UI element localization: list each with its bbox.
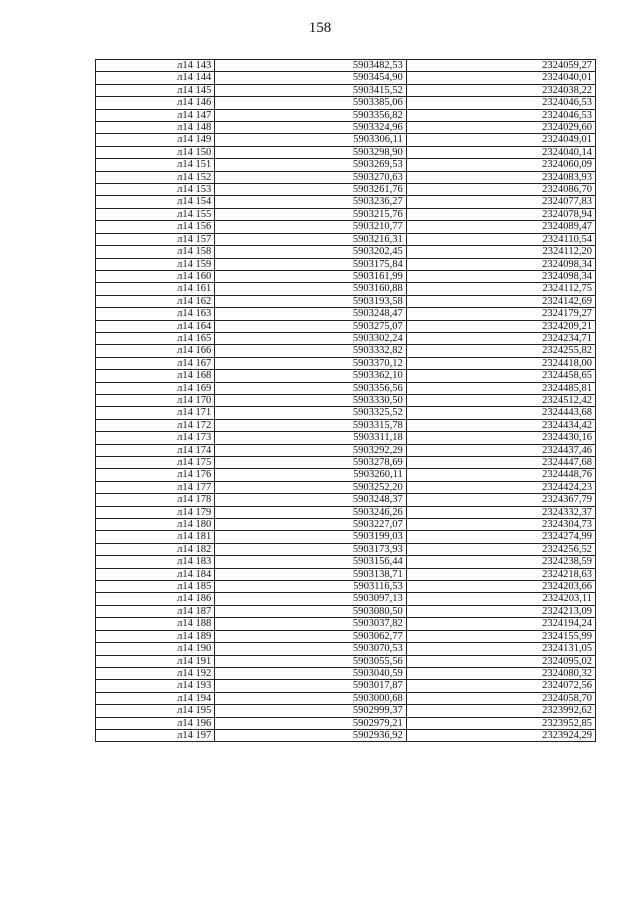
point-label-cell: л14 152 — [96, 171, 215, 183]
point-label-cell: л14 173 — [96, 432, 215, 444]
y-coordinate-cell: 2324367,79 — [406, 494, 595, 506]
x-coordinate-cell: 5903248,47 — [215, 308, 407, 320]
point-label-cell: л14 147 — [96, 109, 215, 121]
y-coordinate-cell: 2324512,42 — [406, 394, 595, 406]
point-label-cell: л14 169 — [96, 382, 215, 394]
table-row — [96, 543, 596, 555]
table-row — [96, 221, 596, 233]
y-coordinate-cell: 2324447,68 — [406, 457, 595, 469]
table-row — [96, 680, 596, 692]
table-row — [96, 146, 596, 158]
point-label-cell: л14 170 — [96, 394, 215, 406]
table-row — [96, 457, 596, 469]
x-coordinate-cell: 5903037,82 — [215, 618, 407, 630]
y-coordinate-cell: 2324448,76 — [406, 469, 595, 481]
point-label-cell: л14 151 — [96, 159, 215, 171]
y-coordinate-cell: 2324098,34 — [406, 258, 595, 270]
point-label-cell: л14 186 — [96, 593, 215, 605]
x-coordinate-cell: 5903332,82 — [215, 345, 407, 357]
x-coordinate-cell: 5903161,99 — [215, 270, 407, 282]
table-row — [96, 270, 596, 282]
x-coordinate-cell: 5903138,71 — [215, 568, 407, 580]
point-label-cell: л14 159 — [96, 258, 215, 270]
y-coordinate-cell: 2324049,01 — [406, 134, 595, 146]
y-coordinate-cell: 2324038,22 — [406, 84, 595, 96]
x-coordinate-cell: 5903216,31 — [215, 233, 407, 245]
table-row — [96, 246, 596, 258]
table-row — [96, 705, 596, 717]
y-coordinate-cell: 2324131,05 — [406, 643, 595, 655]
x-coordinate-cell: 5903062,77 — [215, 630, 407, 642]
x-coordinate-cell: 5903116,53 — [215, 581, 407, 593]
x-coordinate-cell: 5903193,58 — [215, 295, 407, 307]
x-coordinate-cell: 5902979,21 — [215, 717, 407, 729]
table-row — [96, 72, 596, 84]
point-label-cell: л14 184 — [96, 568, 215, 580]
x-coordinate-cell: 5903040,59 — [215, 667, 407, 679]
point-label-cell: л14 178 — [96, 494, 215, 506]
y-coordinate-cell: 2324058,70 — [406, 692, 595, 704]
point-label-cell: л14 185 — [96, 581, 215, 593]
x-coordinate-cell: 5903236,27 — [215, 196, 407, 208]
table-row — [96, 394, 596, 406]
y-coordinate-cell: 2324080,32 — [406, 667, 595, 679]
point-label-cell: л14 179 — [96, 506, 215, 518]
x-coordinate-cell: 5903362,10 — [215, 370, 407, 382]
x-coordinate-cell: 5903385,06 — [215, 97, 407, 109]
x-coordinate-cell: 5903324,96 — [215, 122, 407, 134]
x-coordinate-cell: 5903269,53 — [215, 159, 407, 171]
table-row — [96, 519, 596, 531]
table-row — [96, 717, 596, 729]
table-row — [96, 593, 596, 605]
table-row — [96, 258, 596, 270]
table-row — [96, 109, 596, 121]
table-row — [96, 581, 596, 593]
y-coordinate-cell: 2324234,71 — [406, 332, 595, 344]
y-coordinate-cell: 2324095,02 — [406, 655, 595, 667]
y-coordinate-cell: 2324203,66 — [406, 581, 595, 593]
point-label-cell: л14 166 — [96, 345, 215, 357]
y-coordinate-cell: 2324077,83 — [406, 196, 595, 208]
y-coordinate-cell: 2324437,46 — [406, 444, 595, 456]
point-label-cell: л14 160 — [96, 270, 215, 282]
x-coordinate-cell: 5903080,50 — [215, 605, 407, 617]
table-row — [96, 184, 596, 196]
x-coordinate-cell: 5903306,11 — [215, 134, 407, 146]
x-coordinate-cell: 5903278,69 — [215, 457, 407, 469]
x-coordinate-cell: 5903173,93 — [215, 543, 407, 555]
x-coordinate-cell: 5903454,90 — [215, 72, 407, 84]
x-coordinate-cell: 5903227,07 — [215, 519, 407, 531]
y-coordinate-cell: 2324098,34 — [406, 270, 595, 282]
x-coordinate-cell: 5903356,56 — [215, 382, 407, 394]
y-coordinate-cell: 2324304,73 — [406, 519, 595, 531]
x-coordinate-cell: 5903248,37 — [215, 494, 407, 506]
table-row — [96, 692, 596, 704]
x-coordinate-cell: 5903210,77 — [215, 221, 407, 233]
point-label-cell: л14 181 — [96, 531, 215, 543]
table-row — [96, 233, 596, 245]
y-coordinate-cell: 2324194,24 — [406, 618, 595, 630]
x-coordinate-cell: 5903370,12 — [215, 357, 407, 369]
table-row — [96, 481, 596, 493]
table-row — [96, 171, 596, 183]
table-row — [96, 60, 596, 72]
y-coordinate-cell: 2324072,56 — [406, 680, 595, 692]
table-row — [96, 469, 596, 481]
x-coordinate-cell: 5903330,50 — [215, 394, 407, 406]
table-row — [96, 308, 596, 320]
y-coordinate-cell: 2324029,60 — [406, 122, 595, 134]
point-label-cell: л14 180 — [96, 519, 215, 531]
table-row — [96, 556, 596, 568]
point-label-cell: л14 165 — [96, 332, 215, 344]
point-label-cell: л14 190 — [96, 643, 215, 655]
y-coordinate-cell: 2324046,53 — [406, 109, 595, 121]
table-row — [96, 295, 596, 307]
x-coordinate-cell: 5903215,76 — [215, 208, 407, 220]
y-coordinate-cell: 2324424,23 — [406, 481, 595, 493]
x-coordinate-cell: 5903275,07 — [215, 320, 407, 332]
table-row — [96, 370, 596, 382]
x-coordinate-cell: 5903260,11 — [215, 469, 407, 481]
x-coordinate-cell: 5903175,84 — [215, 258, 407, 270]
point-label-cell: л14 175 — [96, 457, 215, 469]
table-row — [96, 444, 596, 456]
point-label-cell: л14 162 — [96, 295, 215, 307]
point-label-cell: л14 148 — [96, 122, 215, 134]
point-label-cell: л14 146 — [96, 97, 215, 109]
point-label-cell: л14 188 — [96, 618, 215, 630]
table-row — [96, 494, 596, 506]
x-coordinate-cell: 5903482,53 — [215, 60, 407, 72]
point-label-cell: л14 193 — [96, 680, 215, 692]
x-coordinate-cell: 5903315,78 — [215, 419, 407, 431]
point-label-cell: л14 171 — [96, 407, 215, 419]
table-row — [96, 618, 596, 630]
table-row — [96, 667, 596, 679]
point-label-cell: л14 192 — [96, 667, 215, 679]
y-coordinate-cell: 2324155,99 — [406, 630, 595, 642]
point-label-cell: л14 189 — [96, 630, 215, 642]
x-coordinate-cell: 5903160,88 — [215, 283, 407, 295]
table-row — [96, 432, 596, 444]
y-coordinate-cell: 2324112,20 — [406, 246, 595, 258]
y-coordinate-cell: 2324256,52 — [406, 543, 595, 555]
point-label-cell: л14 194 — [96, 692, 215, 704]
table-row — [96, 506, 596, 518]
table-row — [96, 159, 596, 171]
x-coordinate-cell: 5903017,87 — [215, 680, 407, 692]
y-coordinate-cell: 2324274,99 — [406, 531, 595, 543]
y-coordinate-cell: 2324213,09 — [406, 605, 595, 617]
x-coordinate-cell: 5903298,90 — [215, 146, 407, 158]
y-coordinate-cell: 2324179,27 — [406, 308, 595, 320]
table-row — [96, 283, 596, 295]
x-coordinate-cell: 5903311,18 — [215, 432, 407, 444]
y-coordinate-cell: 2324255,82 — [406, 345, 595, 357]
point-label-cell: л14 195 — [96, 705, 215, 717]
y-coordinate-cell: 2324110,54 — [406, 233, 595, 245]
y-coordinate-cell: 2324086,70 — [406, 184, 595, 196]
table-row — [96, 208, 596, 220]
table-row — [96, 419, 596, 431]
table-row — [96, 643, 596, 655]
table-row — [96, 568, 596, 580]
point-label-cell: л14 149 — [96, 134, 215, 146]
y-coordinate-cell: 2323992,62 — [406, 705, 595, 717]
point-label-cell: л14 157 — [96, 233, 215, 245]
x-coordinate-cell: 5903325,52 — [215, 407, 407, 419]
coordinates-table-body — [96, 60, 596, 742]
point-label-cell: л14 197 — [96, 729, 215, 741]
y-coordinate-cell: 2324458,65 — [406, 370, 595, 382]
x-coordinate-cell: 5903261,76 — [215, 184, 407, 196]
table-row — [96, 196, 596, 208]
y-coordinate-cell: 2324046,53 — [406, 97, 595, 109]
point-label-cell: л14 187 — [96, 605, 215, 617]
x-coordinate-cell: 5903000,68 — [215, 692, 407, 704]
x-coordinate-cell: 5903070,53 — [215, 643, 407, 655]
point-label-cell: л14 161 — [96, 283, 215, 295]
point-label-cell: л14 191 — [96, 655, 215, 667]
y-coordinate-cell: 2324209,21 — [406, 320, 595, 332]
point-label-cell: л14 143 — [96, 60, 215, 72]
point-label-cell: л14 196 — [96, 717, 215, 729]
y-coordinate-cell: 2323952,85 — [406, 717, 595, 729]
x-coordinate-cell: 5903156,44 — [215, 556, 407, 568]
point-label-cell: л14 176 — [96, 469, 215, 481]
y-coordinate-cell: 2324485,81 — [406, 382, 595, 394]
x-coordinate-cell: 5903302,24 — [215, 332, 407, 344]
point-label-cell: л14 145 — [96, 84, 215, 96]
point-label-cell: л14 182 — [96, 543, 215, 555]
x-coordinate-cell: 5903246,26 — [215, 506, 407, 518]
y-coordinate-cell: 2324078,94 — [406, 208, 595, 220]
table-row — [96, 630, 596, 642]
point-label-cell: л14 167 — [96, 357, 215, 369]
table-row — [96, 382, 596, 394]
point-label-cell: л14 177 — [96, 481, 215, 493]
table-row — [96, 407, 596, 419]
y-coordinate-cell: 2323924,29 — [406, 729, 595, 741]
point-label-cell: л14 156 — [96, 221, 215, 233]
x-coordinate-cell: 5903199,03 — [215, 531, 407, 543]
x-coordinate-cell: 5903202,45 — [215, 246, 407, 258]
point-label-cell: л14 168 — [96, 370, 215, 382]
table-row — [96, 345, 596, 357]
page-number: 158 — [308, 20, 332, 36]
x-coordinate-cell: 5903097,13 — [215, 593, 407, 605]
table-row — [96, 97, 596, 109]
table-row — [96, 655, 596, 667]
point-label-cell: л14 163 — [96, 308, 215, 320]
point-label-cell: л14 154 — [96, 196, 215, 208]
point-label-cell: л14 174 — [96, 444, 215, 456]
x-coordinate-cell: 5903415,52 — [215, 84, 407, 96]
point-label-cell: л14 144 — [96, 72, 215, 84]
y-coordinate-cell: 2324060,09 — [406, 159, 595, 171]
y-coordinate-cell: 2324238,59 — [406, 556, 595, 568]
x-coordinate-cell: 5903356,82 — [215, 109, 407, 121]
y-coordinate-cell: 2324040,01 — [406, 72, 595, 84]
table-row — [96, 122, 596, 134]
x-coordinate-cell: 5903252,20 — [215, 481, 407, 493]
y-coordinate-cell: 2324430,16 — [406, 432, 595, 444]
y-coordinate-cell: 2324059,27 — [406, 60, 595, 72]
y-coordinate-cell: 2324040,14 — [406, 146, 595, 158]
table-row — [96, 531, 596, 543]
table-row — [96, 332, 596, 344]
table-row — [96, 134, 596, 146]
coordinates-table — [95, 59, 596, 742]
point-label-cell: л14 172 — [96, 419, 215, 431]
point-label-cell: л14 183 — [96, 556, 215, 568]
x-coordinate-cell: 5902999,37 — [215, 705, 407, 717]
y-coordinate-cell: 2324112,75 — [406, 283, 595, 295]
y-coordinate-cell: 2324203,11 — [406, 593, 595, 605]
x-coordinate-cell: 5903055,56 — [215, 655, 407, 667]
x-coordinate-cell: 5903270,63 — [215, 171, 407, 183]
y-coordinate-cell: 2324418,00 — [406, 357, 595, 369]
y-coordinate-cell: 2324142,69 — [406, 295, 595, 307]
table-row — [96, 84, 596, 96]
y-coordinate-cell: 2324443,68 — [406, 407, 595, 419]
y-coordinate-cell: 2324218,63 — [406, 568, 595, 580]
point-label-cell: л14 164 — [96, 320, 215, 332]
y-coordinate-cell: 2324089,47 — [406, 221, 595, 233]
point-label-cell: л14 150 — [96, 146, 215, 158]
x-coordinate-cell: 5903292,29 — [215, 444, 407, 456]
table-row — [96, 357, 596, 369]
table-row — [96, 605, 596, 617]
y-coordinate-cell: 2324332,37 — [406, 506, 595, 518]
table-row — [96, 320, 596, 332]
table-row — [96, 729, 596, 741]
x-coordinate-cell: 5902936,92 — [215, 729, 407, 741]
point-label-cell: л14 158 — [96, 246, 215, 258]
y-coordinate-cell: 2324083,93 — [406, 171, 595, 183]
point-label-cell: л14 155 — [96, 208, 215, 220]
y-coordinate-cell: 2324434,42 — [406, 419, 595, 431]
point-label-cell: л14 153 — [96, 184, 215, 196]
